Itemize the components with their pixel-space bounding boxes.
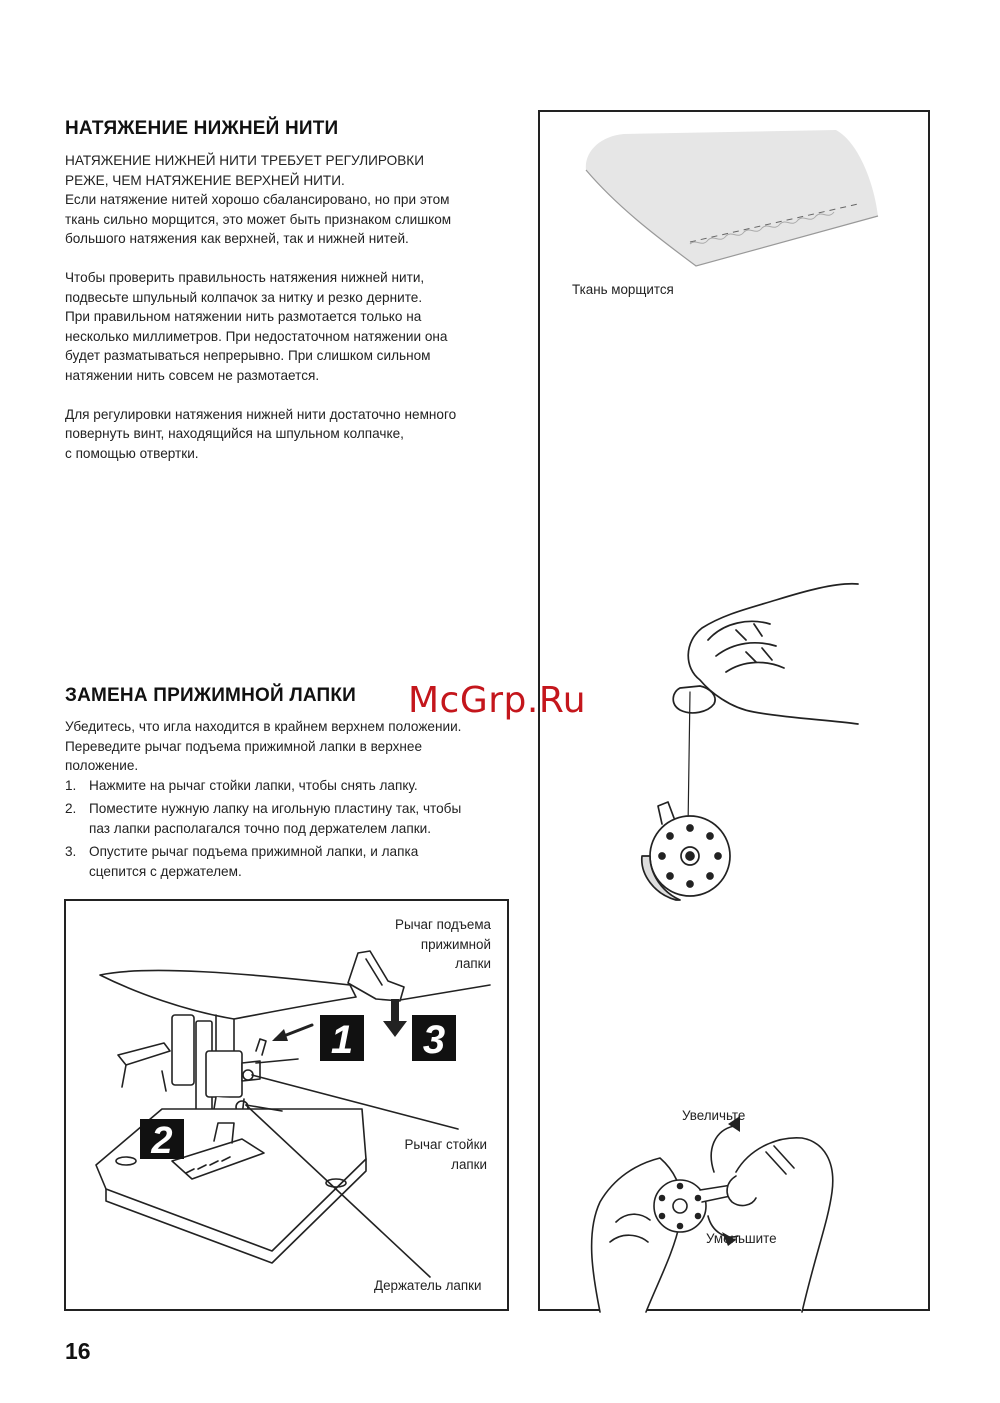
label-foot-holder: Держатель лапки bbox=[374, 1278, 482, 1293]
step-3-badge: 3 bbox=[422, 1018, 446, 1062]
paragraph-3 bbox=[65, 405, 525, 464]
text-line: Если натяжение нитей хорошо сбалансировано, но при этом bbox=[65, 192, 450, 207]
step-1-badge: 1 bbox=[330, 1018, 354, 1062]
label-line: Рычаг подъема bbox=[395, 917, 491, 932]
text-line: Убедитесь, что игла находится в крайнем верхнем положении. bbox=[65, 719, 462, 734]
label-decrease: Уменьшите bbox=[706, 1231, 777, 1246]
text-line: повернуть винт, находящийся на шпульном колпачке, bbox=[65, 426, 404, 441]
presser-foot-figure bbox=[64, 899, 509, 1311]
paragraph-1 bbox=[65, 151, 525, 249]
text-line: Чтобы проверить правильность натяжения нижней нити, bbox=[65, 270, 425, 285]
label-line: прижимной bbox=[420, 936, 491, 952]
label-line: Рычаг стойки bbox=[404, 1137, 487, 1152]
section-title-bobbin-tension: НАТЯЖЕНИЕ НИЖНЕЙ НИТИ bbox=[65, 118, 339, 139]
label-increase: Увеличьте bbox=[682, 1108, 746, 1123]
text-line: будет разматываться непрерывно. При слишком сильном bbox=[65, 348, 431, 363]
bobbin-tension-figure bbox=[538, 110, 930, 1311]
text-line: подвесьте шпульный колпачок за нитку и резко дерните. bbox=[65, 289, 423, 305]
step-number: 3. bbox=[65, 844, 77, 859]
text-line: натяжении нить совсем не размотается. bbox=[65, 367, 320, 383]
step-text: Опустите рычаг подъема прижимной лапки, и лапка bbox=[89, 844, 419, 859]
paragraph-2 bbox=[65, 268, 525, 385]
presser-foot-text bbox=[65, 717, 510, 885]
step-text: Поместите нужную лапку на игольную пластину так, чтобы bbox=[89, 801, 462, 816]
list-item bbox=[65, 799, 510, 838]
text-line: Для регулировки натяжения нижней нити достаточно немного bbox=[65, 406, 457, 422]
text-line: несколько миллиметров. При недостаточном натяжении она bbox=[65, 328, 448, 344]
screwdriver-adjust-illustration bbox=[592, 1126, 833, 1312]
text-line: положение. bbox=[65, 758, 139, 773]
step-text: сцепится с держателем. bbox=[89, 863, 242, 879]
bobbin-tension-text bbox=[65, 151, 525, 463]
step-2-badge: 2 bbox=[151, 1120, 173, 1162]
steps-list bbox=[65, 776, 510, 882]
step-text: Нажмите на рычаг стойки лапки, чтобы снять лапку. bbox=[89, 777, 418, 793]
watermark: McGrp.Ru bbox=[408, 680, 587, 721]
step-text: паз лапки располагался точно под держателем лапки. bbox=[89, 820, 432, 836]
label-presser-lift-lever bbox=[395, 915, 491, 974]
puckered-fabric-illustration bbox=[586, 130, 878, 266]
text-line: При правильном натяжении нить размотается только на bbox=[65, 309, 422, 324]
list-item bbox=[65, 842, 510, 881]
label-line: лапки bbox=[451, 1156, 487, 1172]
text-line: с помощью отвертки. bbox=[65, 445, 199, 461]
label-line: лапки bbox=[455, 956, 491, 971]
list-item bbox=[65, 776, 510, 796]
step-number: 2. bbox=[65, 801, 77, 816]
section-title-presser-foot: ЗАМЕНА ПРИЖИМНОЙ ЛАПКИ bbox=[65, 685, 357, 706]
page-number: 16 bbox=[65, 1338, 91, 1364]
caption-fabric-puckers: Ткань морщится bbox=[572, 282, 674, 297]
text-line: НАТЯЖЕНИЕ НИЖНЕЙ НИТИ ТРЕБУЕТ РЕГУЛИРОВКИ bbox=[65, 153, 424, 168]
text-line: большого натяжения как верхней, так и нижней нитей. bbox=[65, 231, 409, 246]
step-number: 1. bbox=[65, 777, 77, 793]
text-line: РЕЖЕ, ЧЕМ НАТЯЖЕНИЕ ВЕРХНЕЙ НИТИ. bbox=[65, 172, 345, 188]
hanging-bobbin-illustration bbox=[642, 584, 858, 900]
text-line: Переведите рычаг подъема прижимной лапки в верхнее bbox=[65, 738, 423, 754]
label-shank-lever bbox=[404, 1135, 487, 1174]
text-line: ткань сильно морщится, это может быть признаком слишком bbox=[65, 211, 452, 227]
